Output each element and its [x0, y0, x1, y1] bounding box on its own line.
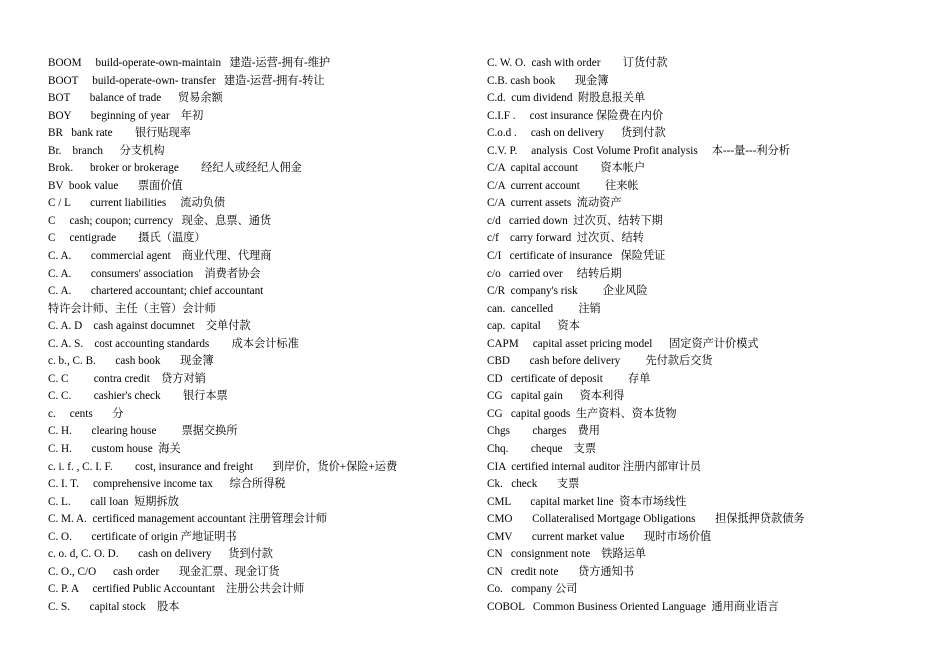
right-entry-line: CBD cash before delivery 先付款后交货 [487, 355, 713, 368]
left-entry-line: C. C. cashier's check 银行本票 [48, 390, 228, 403]
right-entry-line: Co. company 公司 [487, 583, 578, 596]
right-entry-line: C/A capital account 资本帐户 [487, 162, 646, 175]
left-entry-line: BOT balance of trade 贸易余额 [48, 92, 223, 105]
right-entry-line: CMO Collateralised Mortgage Obligations 担保抵押贷款债务 [487, 513, 805, 526]
right-entry-line: CG capital gain 资本利得 [487, 390, 625, 403]
left-entry-line: C cash; coupon; currency 现金、息票、通货 [48, 214, 272, 227]
left-entry-line: C. A. consumers' association 消费者协会 [48, 267, 261, 280]
right-entry-line: C/R company's risk 企业风险 [487, 285, 648, 298]
right-entry-line: CN credit note 贷方通知书 [487, 565, 634, 578]
left-entry-line: C. I. T. comprehensive income tax 综合所得税 [48, 478, 286, 491]
left-entry-line: C. A. chartered accountant; chief accountant [48, 285, 264, 298]
left-entry-line: BR bank rate 银行贴现率 [48, 127, 191, 140]
left-entry-line: c. b., C. B. cash book 现金簿 [48, 355, 214, 368]
left-entry-line: 特许会计师、主任（主管）会计师 [48, 302, 216, 315]
right-entry-line: Ck. check 支票 [487, 478, 580, 491]
right-entry-line: C/I certificate of insurance 保险凭证 [487, 250, 666, 263]
left-entry-line: BV book value 票面价值 [48, 179, 183, 192]
right-entry-line: CN consignment note 铁路运单 [487, 548, 647, 561]
right-entry-line: Chq. cheque 支票 [487, 443, 597, 456]
right-entry-line: CG capital goods 生产资料、资本货物 [487, 407, 677, 420]
right-entry-line: can. cancelled 注销 [487, 302, 601, 315]
left-entry-line: C. O. certificate of origin 产地证明书 [48, 530, 237, 543]
right-entry-line: c/f carry forward 过次页、结转 [487, 232, 644, 245]
right-entry-line: C/A current account 往来帐 [487, 179, 639, 192]
right-entry-line: C.I.F . cost insurance 保险费在内价 [487, 109, 664, 122]
right-entry-line: CIA certified internal auditor 注册内部审计员 [487, 460, 702, 473]
left-entry-line: Br. branch 分支机构 [48, 144, 165, 157]
right-entry-line: CMV current market value 现时市场价值 [487, 530, 712, 543]
left-entry-line: C. H. clearing house 票据交换所 [48, 425, 238, 438]
left-entry-line: C. S. capital stock 股本 [48, 600, 180, 613]
right-column [487, 55, 927, 617]
right-entry-line: CAPM capital asset pricing model 固定资产计价模式 [487, 337, 759, 350]
left-entry-line: C centigrade 摄氏（温度） [48, 232, 206, 245]
right-entry-line: C.V. P. analysis Cost Volume Profit analysis 本---量---利分析 [487, 144, 790, 157]
right-entry-line: c/d carried down 过次页、结转下期 [487, 214, 663, 227]
left-entry-line: BOOM build-operate-own-maintain 建造-运营-拥有-维护 [48, 57, 331, 69]
left-entry-line: C. A. S. cost accounting standards 成本会计标准 [48, 337, 299, 350]
left-column [48, 55, 468, 617]
left-entry-line: C. A. D cash against documnet 交单付款 [48, 320, 251, 333]
left-entry-line: C. P. A certified Public Accountant 注册公共会计师 [48, 583, 305, 596]
left-entry-line: c. cents 分 [48, 407, 124, 420]
left-entry-line: Brok. broker or brokerage 经纪人或经纪人佣金 [48, 162, 302, 175]
left-entry-line: BOOT build-operate-own- transfer 建造-运营-拥有-转让 [48, 74, 325, 87]
right-entry-line: CD certificate of deposit 存单 [487, 372, 651, 385]
left-entry-line: C. M. A. certificed management accountant 注册管理会计师 [48, 513, 327, 526]
left-entry-line: c. i. f. , C. I. F. cost, insurance and freight 到岸价，货价+保险+运费 [48, 460, 398, 473]
right-entry-line: C.d. cum dividend 附股息报关单 [487, 92, 646, 105]
left-entry-line: C. C contra credit 贷方对销 [48, 372, 206, 385]
left-entry-line: C. A. commercial agent 商业代理、代理商 [48, 250, 272, 263]
left-entry-line: C. O., C/O cash order 现金汇票、现金订货 [48, 565, 280, 578]
right-entry-line: cap. capital 资本 [487, 320, 580, 333]
left-entry-line: C. L. call loan 短期拆放 [48, 495, 179, 508]
right-entry-line: Chgs charges 费用 [487, 425, 600, 438]
left-entry-line: C. H. custom house 海关 [48, 443, 181, 456]
right-entry-line: c/o carried over 结转后期 [487, 267, 622, 280]
left-entry-line: c. o. d, C. O. D. cash on delivery 货到付款 [48, 548, 273, 561]
left-entry-line: BOY beginning of year 年初 [48, 109, 204, 122]
left-entry-line: C / L current liabilities 流动负债 [48, 197, 226, 210]
right-entry-line: C. W. O. cash with order 订货付款 [487, 57, 668, 69]
right-entry-line: CML capital market line 资本市场线性 [487, 495, 687, 508]
right-entry-line: C.o.d . cash on delivery 货到付款 [487, 127, 666, 140]
right-entry-line: COBOL Common Business Oriented Language 通用商业语言 [487, 600, 779, 613]
right-entry-line: C/A current assets 流动资产 [487, 197, 622, 210]
right-entry-line: C.B. cash book 现金簿 [487, 74, 609, 87]
